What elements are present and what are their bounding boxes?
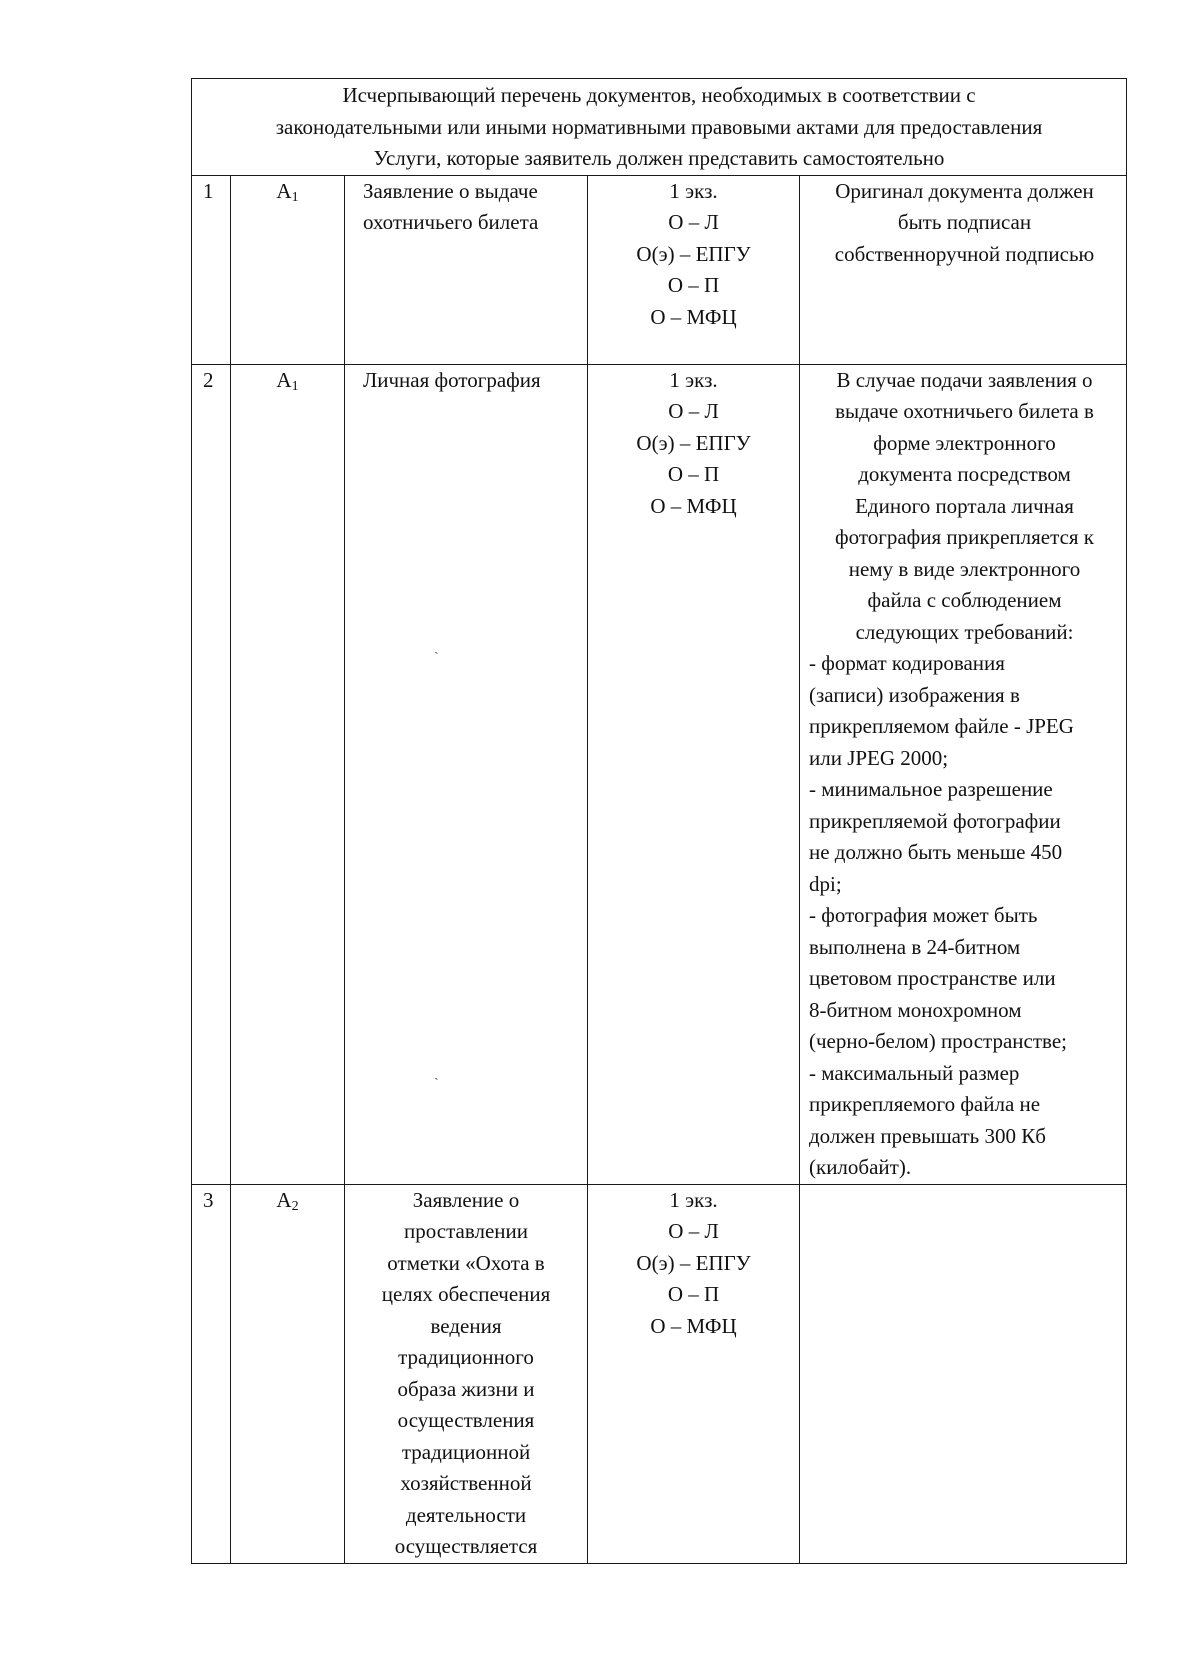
name-line: Заявление о — [412, 1187, 520, 1212]
document-count — [588, 364, 800, 1184]
requirement-line: не должно быть меньше 450 — [809, 840, 1063, 864]
count-line: О(э) – ЕПГУ — [636, 430, 751, 455]
requirement-line: выполнена в 24-битном — [809, 934, 1021, 959]
row-number: 1 — [192, 175, 231, 364]
requirement-line: или JPEG 2000; — [809, 745, 949, 770]
header-line: Исчерпывающий перечень документов, необходимых в соответствии с — [342, 83, 976, 107]
header-line: законодательными или иными нормативными правовыми актами для предоставления — [275, 114, 1043, 139]
document-requirements — [800, 1184, 1127, 1563]
requirement-line: файла с соблюдением — [867, 588, 1062, 612]
requirements-intro — [809, 365, 1120, 649]
requirement-line: dpi; — [809, 871, 842, 896]
count-line: О – Л — [668, 210, 719, 234]
requirement-line: 8-битном монохромном — [809, 997, 1022, 1022]
document-code — [231, 364, 345, 1184]
requirement-line: цветовом пространстве или — [809, 966, 1056, 990]
count-line: О – МФЦ — [650, 304, 737, 329]
code-letter: А — [276, 367, 292, 392]
document-name — [345, 1184, 588, 1563]
requirement-line: выдаче охотничьего билета в — [835, 399, 1094, 423]
count-line: О – МФЦ — [650, 493, 737, 518]
requirement-line: (килобайт). — [809, 1155, 912, 1179]
requirement-line: прикрепляемом файле - JPEG — [809, 714, 1074, 738]
name-line: ведения — [430, 1313, 502, 1338]
document-name — [345, 175, 588, 364]
count-line: 1 экз. — [669, 1187, 718, 1212]
requirement-line: собственноручной подписью — [834, 241, 1095, 266]
document-requirements — [800, 364, 1127, 1184]
requirement-line: фотография прикрепляется к — [835, 525, 1094, 549]
requirement-line: следующих требований: — [855, 619, 1074, 644]
table-header — [192, 79, 1127, 176]
count-line: О – Л — [668, 1219, 719, 1243]
scan-speck: ˏ — [434, 640, 439, 655]
requirement-line: В случае подачи заявления о — [836, 367, 1093, 392]
requirement-line: - фотография может быть — [809, 903, 1038, 927]
requirement-line: Оригинал документа должен — [835, 178, 1094, 203]
name-line: традиционного — [398, 1345, 534, 1369]
code-subscript: 2 — [291, 1198, 299, 1214]
name-line: отметки «Охота в — [387, 1250, 545, 1275]
document-count — [588, 1184, 800, 1563]
row-number: 3 — [192, 1184, 231, 1563]
name-line: целях обеспечения — [381, 1282, 551, 1306]
documents-table — [191, 78, 1127, 1564]
name-line: Заявление о выдаче — [363, 178, 538, 203]
count-line: О – МФЦ — [650, 1313, 737, 1338]
name-line: Личная фотография — [363, 367, 541, 392]
requirement-line: (записи) изображения в — [809, 682, 1020, 707]
requirement-line: форме электронного — [873, 430, 1056, 455]
count-line: О – П — [667, 273, 720, 297]
header-line: Услуги, которые заявитель должен представить самостоятельно — [373, 146, 945, 170]
table-row — [192, 1184, 1127, 1563]
count-line: О – Л — [668, 399, 719, 423]
row-number: 2 — [192, 364, 231, 1184]
name-line: охотничьего билета — [363, 210, 539, 234]
count-line: О(э) – ЕПГУ — [636, 1250, 751, 1275]
name-line: традиционной — [401, 1439, 531, 1464]
name-line: осуществления — [397, 1408, 535, 1432]
requirement-line: - максимальный размер — [809, 1060, 1020, 1085]
requirement-line: быть подписан — [897, 210, 1032, 234]
table-row — [192, 175, 1127, 364]
document-name — [345, 364, 588, 1184]
requirement-line: документа посредством — [858, 462, 1071, 486]
name-line: проставлении — [404, 1219, 528, 1243]
code-subscript: 1 — [291, 189, 299, 205]
requirement-line: прикрепляемой фотографии — [809, 808, 1061, 833]
document-count — [588, 175, 800, 364]
name-line: образа жизни и — [397, 1376, 535, 1401]
table-row — [192, 364, 1127, 1184]
requirement-line: - минимальное разрешение — [809, 777, 1053, 801]
code-letter: А — [276, 178, 292, 203]
code-subscript: 1 — [291, 378, 299, 394]
scan-speck: ˏ — [434, 1066, 439, 1081]
count-line: О – П — [667, 1282, 720, 1306]
requirement-line: должен превышать 300 Кб — [809, 1123, 1046, 1148]
count-line: 1 экз. — [669, 178, 718, 203]
name-line: хозяйственной — [400, 1471, 532, 1495]
name-line: деятельности — [405, 1502, 527, 1527]
requirement-line: нему в виде электронного — [848, 556, 1081, 581]
document-code — [231, 175, 345, 364]
count-line: О(э) – ЕПГУ — [636, 241, 751, 266]
requirement-line: (черно-белом) пространстве; — [809, 1029, 1067, 1053]
requirement-line: - формат кодирования — [809, 651, 1005, 675]
count-line: О – П — [667, 462, 720, 486]
count-line: 1 экз. — [669, 367, 718, 392]
requirement-line: прикрепляемого файла не — [809, 1092, 1041, 1116]
requirements-list — [809, 648, 1120, 1184]
document-code — [231, 1184, 345, 1563]
document-requirements — [800, 175, 1127, 364]
name-line: осуществляется — [394, 1534, 538, 1558]
requirement-line: Единого портала личная — [855, 493, 1074, 518]
code-letter: А — [276, 1187, 292, 1212]
